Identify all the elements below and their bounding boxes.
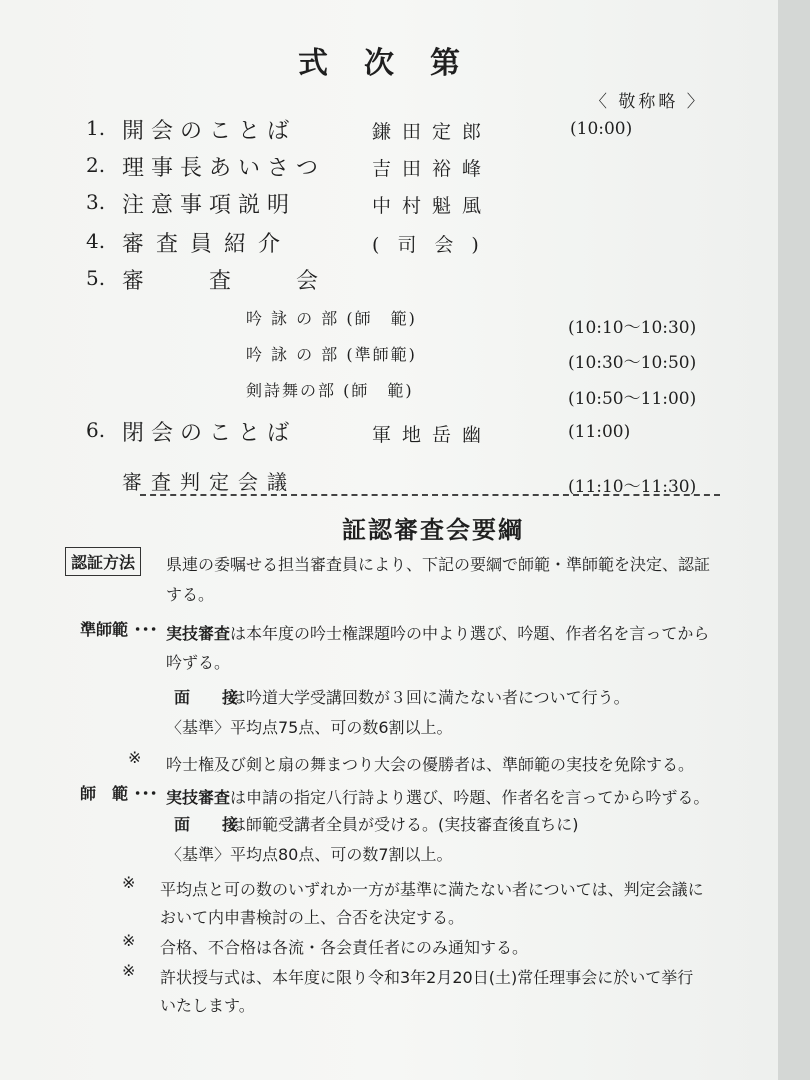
method-text-line1: 県連の委嘱せる担当審査員により、下記の要綱で師範・準師範を決定、認証 [166, 555, 711, 574]
note-mark: ※ [122, 873, 136, 892]
program-person: 吉田裕峰 [372, 158, 493, 180]
note-text-line2: いたします。 [160, 996, 255, 1015]
mensetsu-label: 面 接 [174, 815, 239, 834]
divider [140, 494, 720, 496]
program-person: 鎌田定郎 [372, 121, 493, 143]
page-edge [778, 0, 810, 1080]
program-number: 3. [86, 190, 106, 214]
jitsugi-label: 実技審査 [166, 624, 231, 643]
program-label: 注意事項説明 [122, 193, 297, 218]
note-text: 吟士権及び剣と扇の舞まつり大会の優勝者は、準師範の実技を免除する。 [166, 755, 695, 774]
program-number: 4. [86, 229, 106, 253]
sub-item-time: (10:50～11:00) [568, 389, 697, 409]
program-person: 軍地岳幽 [372, 424, 493, 446]
shihan-label: 師 範 ･･･ [80, 784, 158, 803]
mensetsu-text: は師範受講者全員が受ける。(実技審査後直ちに) [230, 815, 579, 834]
note-mark: ※ [122, 931, 136, 950]
program-label: 審 査 会 [122, 269, 326, 294]
program-number: 2. [86, 153, 106, 177]
judging-meeting-time: (11:10～11:30) [568, 477, 697, 497]
program-number: 5. [86, 266, 106, 290]
sub-item-label: 吟 詠 の 部 (準師範) [246, 345, 417, 364]
guidelines-title: 証認審査会要綱 [342, 515, 524, 544]
sub-item-label: 吟 詠 の 部 (師 範) [246, 309, 417, 328]
kijun-text: 〈基準〉平均点80点、可の数7割以上。 [166, 845, 453, 864]
honorific-note: 〈 敬称略 〉 [590, 92, 707, 112]
method-label: 認証方法 [65, 547, 141, 576]
program-number: 6. [86, 418, 106, 442]
jitsugi-text: は申請の指定八行詩より選び、吟題、作者名を言ってから吟ずる。 [230, 788, 710, 807]
kijun-text: 〈基準〉平均点75点、可の数6割以上。 [166, 718, 453, 737]
jitsugi-label: 実技審査 [166, 788, 231, 807]
program-person: (司会) [372, 234, 497, 256]
note-text-line1: 許状授与式は、本年度に限り令和3年2月20日(土)常任理事会に於いて挙行 [160, 968, 694, 987]
program-label: 審査員紹介 [122, 232, 293, 257]
sub-item-label: 剣詩舞の部 (師 範) [246, 381, 414, 400]
jitsugi-text: は本年度の吟士権課題吟の中より選び、吟題、作者名を言ってから [230, 624, 710, 643]
note-mark: ※ [122, 961, 136, 980]
page-title: 式次第 [298, 46, 496, 81]
method-text-line2: する。 [166, 585, 215, 604]
program-number: 1. [86, 116, 106, 140]
sub-item-time: (10:30～10:50) [568, 353, 697, 373]
sub-item-time: (10:10～10:30) [568, 318, 697, 338]
note-text-line1: 合格、不合格は各流・各会責任者にのみ通知する。 [160, 938, 529, 957]
program-label: 閉会のことば [122, 421, 297, 446]
program-time: (11:00) [568, 422, 631, 442]
program-label: 理事長あいさつ [122, 156, 326, 181]
program-label: 開会のことば [122, 119, 297, 144]
note-text-line2: おいて内申書検討の上、合否を決定する。 [160, 908, 465, 927]
program-time: (10:00) [570, 119, 633, 139]
judging-meeting-label: 審査判定会議 [122, 470, 296, 494]
note-text-line1: 平均点と可の数のいずれか一方が基準に満たない者については、判定会議に [160, 880, 704, 899]
note-mark: ※ [128, 748, 142, 767]
program-person: 中村魁風 [372, 195, 493, 217]
jun-shihan-label: 準師範 ･･･ [80, 620, 158, 639]
mensetsu-text: は吟道大学受講回数が３回に満たない者について行う。 [230, 688, 630, 707]
mensetsu-label: 面 接 [174, 688, 239, 707]
jitsugi-text-line2: 吟ずる。 [166, 653, 231, 672]
